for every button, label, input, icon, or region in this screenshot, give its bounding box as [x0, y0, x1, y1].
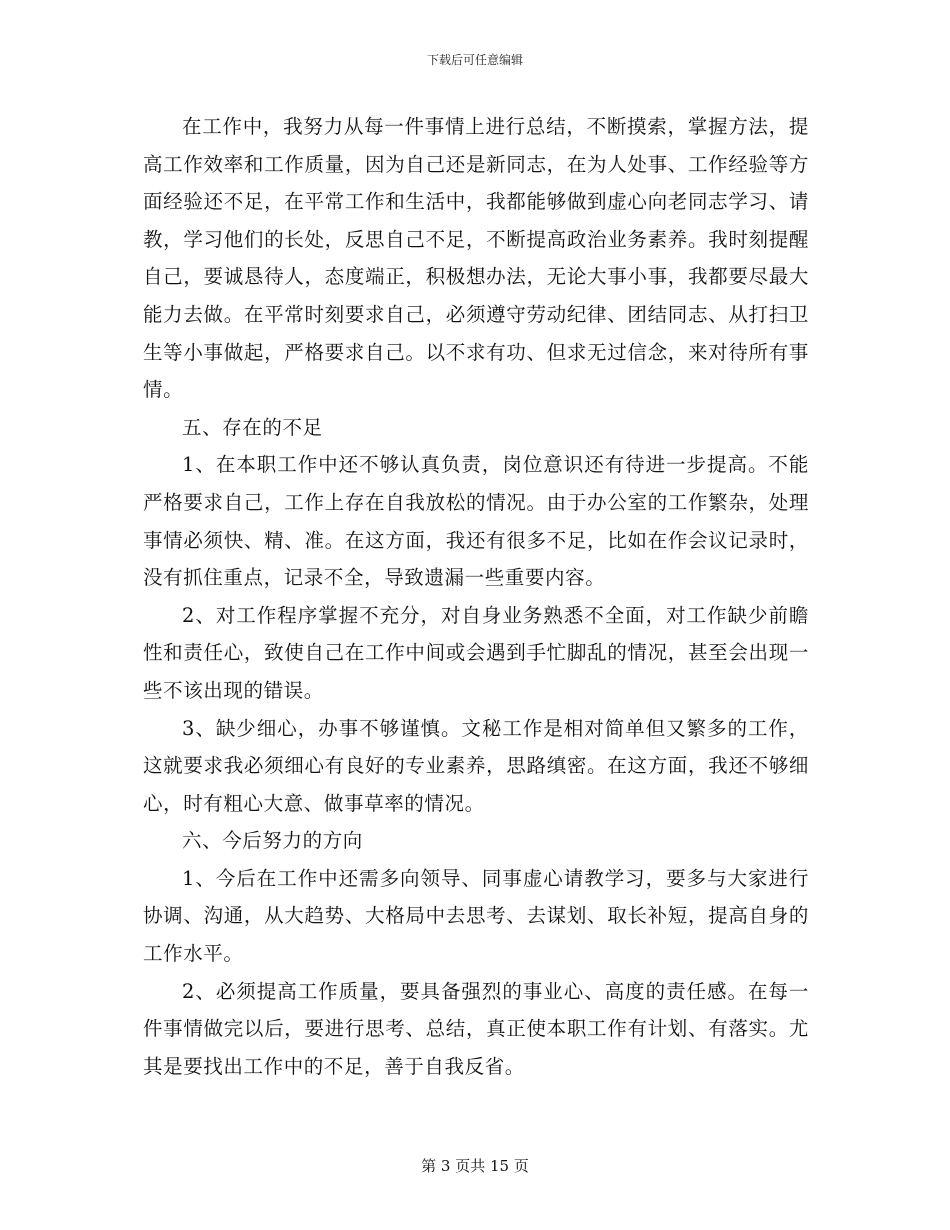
page-header: 下载后可任意编辑 — [426, 53, 523, 67]
paragraph-shortcoming-2: 2、对工作程序掌握不充分，对自身业务熟悉不全面，对工作缺少前瞻性和责任心，致使自己在工作中间或会遇到手忙脚乱的情况，甚至会出现一些不该出现的错误。 — [143, 603, 809, 702]
paragraph-shortcoming-3: 3、缺少细心，办事不够谨慎。文秘工作是相对简单但又繁多的工作，这就要求我必须细心有良好的专业素养，思路缜密。在这方面，我还不够细心，时有粗心大意、做事草率的情况。 — [143, 716, 809, 815]
paragraph-direction-1: 1、今后在工作中还需多向领导、同事虚心请教学习，要多与大家进行协调、沟通，从大趋势、大格局中去思考、去谋划、取长补短，提高自身的工作水平。 — [143, 866, 809, 966]
paragraph-shortcoming-1: 1、在本职工作中还不够认真负责，岗位意识还有待进一步提高。不能严格要求自己，工作上存在自我放松的情况。由于办公室的工作繁杂，处理事情必须快、精、准。在这方面，我还有很多不足，比如在作会议记录时，没有抓住重点，记录不全，导致遗漏一些重要内容。 — [143, 453, 809, 590]
section-heading-future-direction: 六、今后努力的方向 — [182, 829, 363, 853]
document-body — [143, 108, 809, 1085]
paragraph-direction-2: 2、必须提高工作质量，要具备强烈的事业心、高度的责任感。在每一件事情做完以后，要进行思考、总结，真正使本职工作有计划、有落实。尤其是要找出工作中的不足，善于自我反省。 — [143, 979, 809, 1078]
paragraph-work-summary: 在工作中，我努力从每一件事情上进行总结，不断摸索，掌握方法，提高工作效率和工作质量，因为自己还是新同志，在为人处事、工作经验等方面经验还不足，在平常工作和生活中，我都能够做到虚心向老同志学习、请教，学习他们的长处，反思自己不足，不断提高政治业务素养。我时刻提醒自己，要诚恳待人，态度端正，积极想办法，无论大事小事，我都要尽最大能力去做。在平常时刻要求自己，必须遵守劳动纪律、团结同志、从打扫卫生等小事做起，严格要求自己。以不求有功、但求无过信念，来对待所有事情。 — [143, 115, 809, 402]
section-heading-shortcomings: 五、存在的不足 — [182, 415, 323, 439]
page-footer-page-number: 第 3 页共 15 页 — [421, 1157, 529, 1175]
